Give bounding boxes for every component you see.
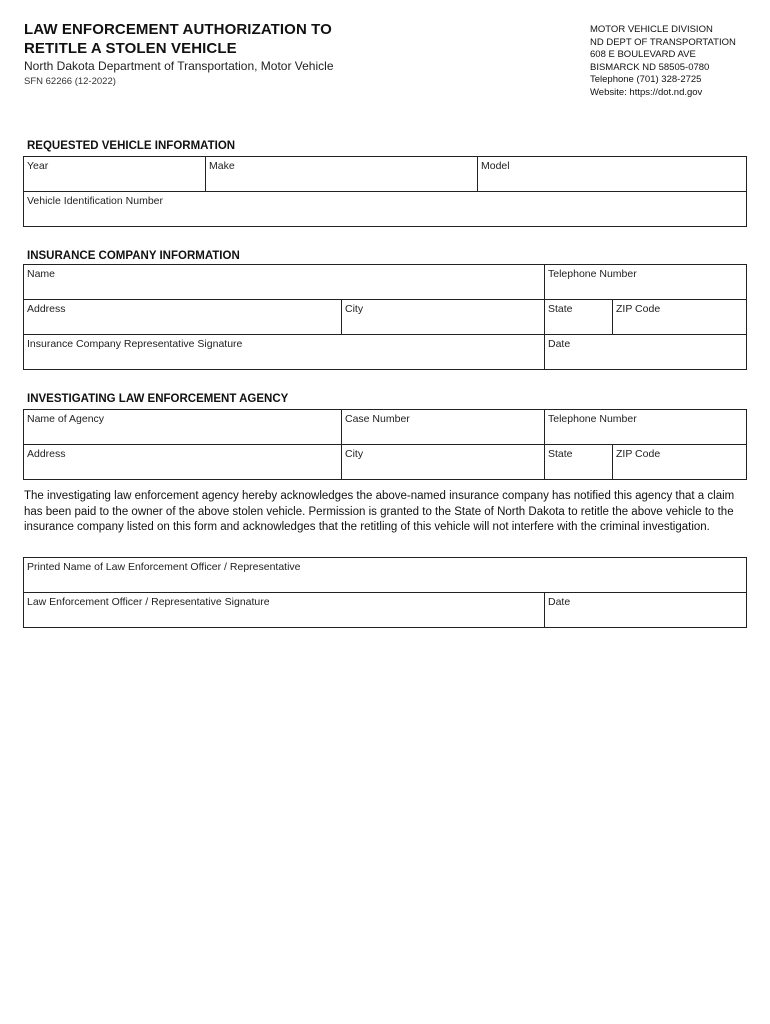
agency-telephone-label: Telephone Number <box>548 413 637 425</box>
case-number-field[interactable] <box>341 410 544 444</box>
vin-label: Vehicle Identification Number <box>27 195 163 207</box>
insurance-city-label: City <box>345 303 364 315</box>
form-subtitle: North Dakota Department of Transportation, Motor Vehicle <box>24 59 334 73</box>
officer-signature-label: Law Enforcement Officer / Representative Signature <box>27 596 270 608</box>
insurance-signature-field[interactable] <box>24 335 544 369</box>
insurance-zip-field[interactable] <box>612 300 746 334</box>
agency-city-field[interactable] <box>341 445 544 479</box>
make-label: Make <box>209 160 235 172</box>
model-label: Model <box>481 160 510 172</box>
address-line: 608 E BOULEVARD AVE <box>590 49 696 60</box>
agency-city-label: City <box>345 448 364 460</box>
agency-address-block <box>590 24 765 99</box>
officer-date-field[interactable] <box>544 593 746 627</box>
agency-name-field[interactable] <box>24 410 341 444</box>
vehicle-info-table <box>23 156 747 227</box>
insurance-city-field[interactable] <box>341 300 544 334</box>
officer-signature-field[interactable] <box>24 593 544 627</box>
insurance-name-field[interactable] <box>24 265 544 299</box>
address-website: Website: https://dot.nd.gov <box>590 86 703 98</box>
agency-info-table <box>23 409 747 480</box>
vin-field[interactable] <box>24 192 746 226</box>
agency-zip-field[interactable] <box>612 445 746 479</box>
acknowledgement-paragraph: The investigating law enforcement agency hereby acknowledges the above-named insurance company has notified this agency that a claim has been paid to the owner of the above stolen vehicle. Permission is granted to the State of North Dakota to retitle the above vehicle to the insurance company listed on this form and acknowledges that the retitling of this vehicle will not interfere with the criminal investigation. <box>24 490 735 533</box>
agency-telephone-field[interactable] <box>544 410 746 444</box>
officer-printed-name-field[interactable] <box>24 558 746 592</box>
insurance-name-label: Name <box>27 268 56 280</box>
officer-printed-name-label: Printed Name of Law Enforcement Officer / Representative <box>27 561 301 573</box>
year-field[interactable] <box>24 157 205 191</box>
agency-state-label: State <box>548 448 573 460</box>
agency-zip-label: ZIP Code <box>616 448 661 460</box>
insurance-address-label: Address <box>27 303 66 315</box>
insurance-telephone-field[interactable] <box>544 265 746 299</box>
form-title-line1: LAW ENFORCEMENT AUTHORIZATION TO <box>24 21 332 38</box>
agency-address-field[interactable] <box>24 445 341 479</box>
insurance-signature-label: Insurance Company Representative Signature <box>27 338 243 350</box>
insurance-date-label: Date <box>548 338 571 350</box>
insurance-date-field[interactable] <box>544 335 746 369</box>
address-line: BISMARCK ND 58505-0780 <box>590 61 710 73</box>
insurance-address-field[interactable] <box>24 300 341 334</box>
address-line: MOTOR VEHICLE DIVISION <box>590 24 713 35</box>
officer-info-table <box>23 557 747 628</box>
form-title-line2: RETITLE A STOLEN VEHICLE <box>24 40 237 57</box>
insurance-info-table <box>23 264 747 370</box>
address-telephone: Telephone (701) 328-2725 <box>590 74 702 85</box>
agency-state-field[interactable] <box>544 445 612 479</box>
insurance-state-field[interactable] <box>544 300 612 334</box>
address-line: ND DEPT OF TRANSPORTATION <box>590 36 736 48</box>
agency-name-label: Name of Agency <box>27 413 105 425</box>
make-field[interactable] <box>205 157 477 191</box>
officer-date-label: Date <box>548 596 571 608</box>
form-title <box>24 20 384 58</box>
insurance-state-label: State <box>548 303 573 315</box>
insurance-telephone-label: Telephone Number <box>548 268 637 280</box>
case-number-label: Case Number <box>345 413 410 425</box>
form-number: SFN 62266 (12-2022) <box>24 76 116 87</box>
year-label: Year <box>27 160 49 172</box>
vehicle-section-heading: REQUESTED VEHICLE INFORMATION <box>27 140 236 152</box>
insurance-zip-label: ZIP Code <box>616 303 661 315</box>
insurance-section-heading: INSURANCE COMPANY INFORMATION <box>27 250 240 262</box>
model-field[interactable] <box>477 157 746 191</box>
agency-address-label: Address <box>27 448 66 460</box>
agency-section-heading: INVESTIGATING LAW ENFORCEMENT AGENCY <box>27 393 289 405</box>
